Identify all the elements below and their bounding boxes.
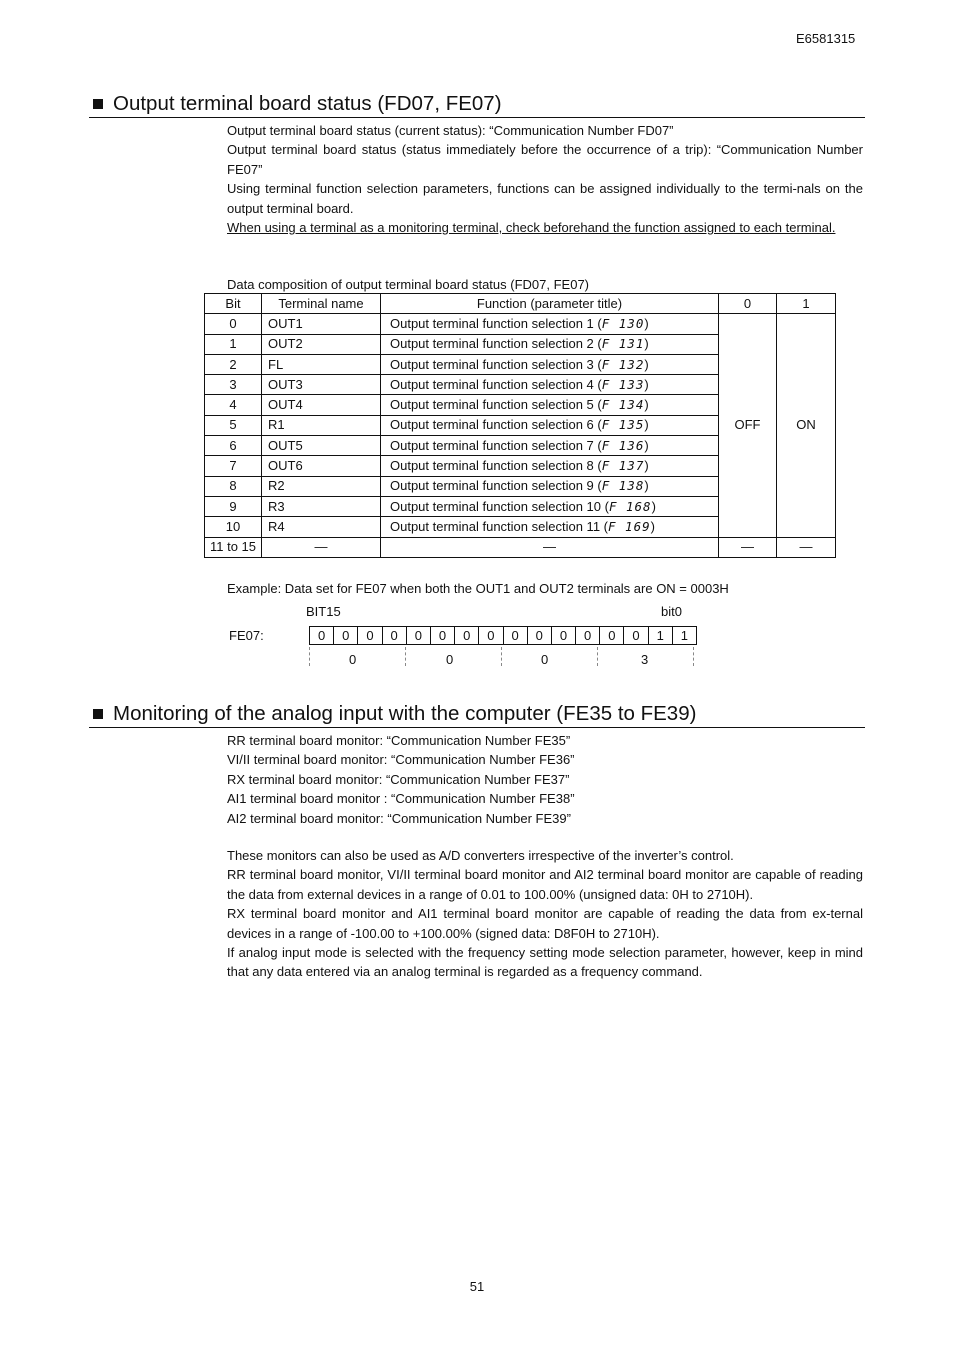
terminal-cell: R3 [262,496,381,516]
section-title-output-terminal [89,91,865,118]
msb-label: BIT15 [306,604,341,619]
close-paren: ) [644,315,649,331]
terminal-cell: — [262,537,381,557]
function-cell [381,517,719,537]
function-text: Output terminal function selection 6 ( [390,417,602,433]
bit-cell: 0 [406,626,431,645]
paragraph: Output terminal board status (current status): “Communication Number FD07” [227,123,674,138]
terminal-cell: OUT5 [262,436,381,456]
close-paren: ) [650,518,655,534]
table-header-row [205,294,836,314]
bit-cell: 0 [575,626,600,645]
bit-cell: 7 [205,456,262,476]
monitor-line: RR terminal board monitor: “Communication Number FE35” [227,733,571,748]
param-code: F 169 [608,518,651,534]
close-paren: ) [644,356,649,372]
hex-digit: 0 [541,652,549,667]
terminal-cell: OUT2 [262,334,381,354]
bit-register [309,626,697,645]
bit-cell: 9 [205,496,262,516]
value-off-cell: OFF [719,314,777,537]
paragraph: RR terminal board monitor, VI/II terminal board monitor and AI2 terminal board monitor are capable of reading the data from external devices in a range of 0.01 to 100.00% (unsigned data: 0H to 2710H). [227,867,863,902]
header-bit: Bit [205,294,262,314]
function-text: Output terminal function selection 11 ( [390,518,608,534]
function-cell [381,334,719,354]
bit-cell: 0 [382,626,407,645]
header-function: Function (parameter title) [381,294,719,314]
monitor-line: AI1 terminal board monitor : “Communication Number FE38” [227,791,575,807]
hex-digit: 0 [349,652,357,667]
function-cell: — [381,537,719,557]
monitor-line: RX terminal board monitor: “Communication Number FE37” [227,771,570,787]
param-code: F 130 [601,315,645,331]
bit-cell: 0 [478,626,503,645]
bit-cell: 0 [527,626,552,645]
bit-cell: 2 [205,354,262,374]
close-paren: ) [644,437,649,453]
nibble-divider [501,647,502,666]
bit-cell: 0 [309,626,334,645]
underlined-note: When using a terminal as a monitoring terminal, check beforehand the function assigned to each terminal. [227,220,836,236]
terminal-cell: FL [262,354,381,374]
paragraph: Output terminal board status (status immediately before the occurrence of a trip): “Communication Number FE07” [227,142,863,177]
param-code: F 133 [601,376,645,392]
header-value-1: 1 [777,294,836,314]
register-label: FE07: [229,628,264,643]
close-paren: ) [651,498,656,514]
function-cell [381,496,719,516]
monitor-line: VI/II terminal board monitor: “Communication Number FE36” [227,752,575,768]
function-cell [381,456,719,476]
function-text: Output terminal function selection 5 ( [390,397,602,413]
nibble-divider [693,647,694,666]
value-1-cell: — [777,537,836,557]
bit-cell: 10 [205,517,262,537]
function-cell [381,354,719,374]
square-bullet-icon [93,709,103,719]
bit-cell: 5 [205,415,262,435]
terminal-cell: OUT4 [262,395,381,415]
section-title-text: Output terminal board status (FD07, FE07) [113,92,502,115]
output-terminal-status-table [204,293,836,558]
value-0-cell: — [719,537,777,557]
bit-cell: 0 [430,626,455,645]
function-text: Output terminal function selection 3 ( [390,356,602,372]
bit-cell: 1 [672,626,697,645]
bit-cell: 0 [551,626,576,645]
param-code: F 136 [601,437,645,453]
param-code: F 131 [601,336,645,352]
paragraph: RX terminal board monitor and AI1 terminal board monitor are capable of reading the data from ex-ternal devices in a range of -100.00 to +100.00% (signed data: D8F0H to 2710H). [227,906,863,941]
document-id: E6581315 [796,31,856,46]
bit-cell: 3 [205,375,262,395]
example-text: Example: Data set for FE07 when both the OUT1 and OUT2 terminals are ON = 0003H [227,581,729,596]
page-number: 51 [469,1279,485,1294]
bit-cell: 0 [599,626,624,645]
header-value-0: 0 [719,294,777,314]
function-cell [381,476,719,496]
close-paren: ) [644,417,649,433]
section-title-text: Monitoring of the analog input with the computer (FE35 to FE39) [113,702,697,725]
terminal-cell: R1 [262,415,381,435]
header-terminal-name: Terminal name [262,294,381,314]
terminal-cell: OUT1 [262,314,381,334]
function-text: Output terminal function selection 7 ( [390,437,602,453]
close-paren: ) [644,376,649,392]
lsb-label: bit0 [661,604,682,619]
hex-digit: 3 [641,652,649,667]
bit-cell: 0 [333,626,358,645]
function-text: Output terminal function selection 1 ( [390,315,602,331]
terminal-cell: OUT3 [262,375,381,395]
table-row-reserved [205,537,836,557]
bit-cell: 1 [648,626,673,645]
bit-cell: 4 [205,395,262,415]
function-text: Output terminal function selection 2 ( [390,336,602,352]
bit-cell: 0 [205,314,262,334]
terminal-cell: OUT6 [262,456,381,476]
function-cell [381,415,719,435]
paragraph: These monitors can also be used as A/D converters irrespective of the inverter’s control. [227,848,734,863]
nibble-divider [597,647,598,666]
section-title-analog-input [89,701,865,728]
nibble-divider [309,647,310,666]
paragraph: If analog input mode is selected with the frequency setting mode selection parameter, however, keep in mind that any data entered via an analog terminal is regarded as a frequency command. [227,945,863,980]
bit-cell: 0 [357,626,382,645]
param-code: F 137 [601,458,645,474]
terminal-cell: R4 [262,517,381,537]
function-text: Output terminal function selection 10 ( [390,498,609,514]
close-paren: ) [644,458,649,474]
square-bullet-icon [93,99,103,109]
bit-cell: 0 [623,626,648,645]
function-text: Output terminal function selection 8 ( [390,458,602,474]
function-cell [381,436,719,456]
terminal-cell: R2 [262,476,381,496]
section1-intro [227,121,863,237]
function-text: Output terminal function selection 9 ( [390,478,602,494]
bit-cell: 8 [205,476,262,496]
function-cell [381,395,719,415]
bit-cell: 1 [205,334,262,354]
bit-cell: 0 [454,626,479,645]
close-paren: ) [644,336,649,352]
hex-digit: 0 [446,652,454,667]
param-code: F 132 [601,356,645,372]
param-code: F 135 [601,417,645,433]
close-paren: ) [644,478,649,494]
param-code: F 134 [601,397,645,413]
paragraph: Using terminal function selection parameters, functions can be assigned individually to the termi-nals on the output terminal board. [227,181,863,216]
monitor-line: AI2 terminal board monitor: “Communication Number FE39” [227,810,571,826]
section2-description [227,846,863,982]
monitor-list [227,731,863,828]
bit-cell: 6 [205,436,262,456]
table-row [205,314,836,334]
bit-cell: 11 to 15 [205,537,262,557]
param-code: F 168 [608,498,652,514]
function-text: Output terminal function selection 4 ( [390,376,602,392]
close-paren: ) [644,397,649,413]
bit-cell: 0 [503,626,528,645]
value-on-cell: ON [777,314,836,537]
param-code: F 138 [601,478,645,494]
function-cell [381,314,719,334]
table-caption: Data composition of output terminal board status (FD07, FE07) [227,277,590,292]
function-cell [381,375,719,395]
nibble-divider [405,647,406,666]
